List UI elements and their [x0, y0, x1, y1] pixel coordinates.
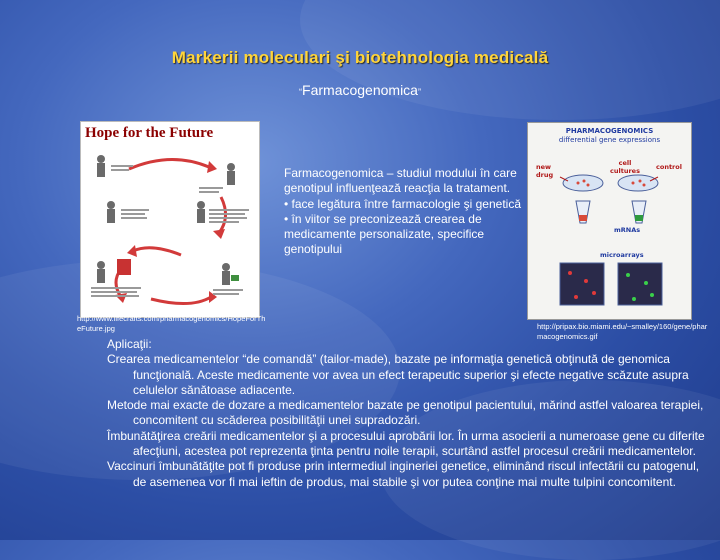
label-mrnas: mRNAs: [614, 226, 641, 234]
applications-heading: Aplicaţii:: [107, 337, 152, 351]
diagram-heading: PHARMACOGENOMICS: [565, 127, 654, 135]
application-dosing: Metode mai exacte de dozare a medicamentelor bazate pe genotipul pacientului, mărind astfel valoarea terapiei, concomitent cu scăderea posibilităţii unei supradozări.: [107, 398, 704, 428]
application-vaccines: Vaccinuri îmbunătăţite pot fi produse prin intermediul ingineriei genetice, eliminând riscul infectării cu patogenul, de asemenea vor fi mai ieftin de produs, mai stabile şi vor putea conţine mai multe tulpini concomitent.: [107, 459, 700, 489]
definition-block: [284, 166, 524, 258]
application-tailor-made: Crearea medicamentelor “de comandă” (tailor-made), bazate pe informaţia genetică obţinută de genomica funcţională. Aceste medicamente vor avea un efect terapeutic superior şi efecte negative scăzute asupra celulelor sănătoase adiacente.: [107, 352, 689, 397]
right-image-caption: http://pripax.bio.miami.edu/~smalley/160/gene/pharmacogenomics.gif: [537, 322, 708, 341]
label-new-drug: new drug: [536, 163, 554, 179]
image-heading: Hope for the Future: [85, 125, 214, 141]
left-image-caption: http://www.lifecrafts.com/pharmacogenomics/HopeForTheFuture.jpg: [77, 314, 266, 333]
slide-subtitle: “Farmacogenomica”: [299, 82, 421, 98]
applications-block: [107, 337, 713, 490]
label-control: control: [656, 163, 682, 171]
label-cell-cultures: cell cultures: [610, 159, 640, 175]
subtitle-text: Farmacogenomica: [302, 82, 418, 98]
slide-title: Markerii moleculari şi biotehnologia medicală: [171, 48, 549, 67]
bullet-personalized-medicine: • în viitor se preconizează crearea de medicamente personalizate, specifice genotipului: [284, 211, 485, 257]
hope-for-the-future-image: [80, 121, 260, 318]
differential-expression-illustration: [528, 123, 691, 319]
diagram-subheading: differential gene expressions: [558, 136, 661, 144]
bullet-pharmacology-genetics: • face legătura între farmacologie şi genetică: [284, 196, 521, 211]
label-microarrays: microarrays: [600, 251, 644, 259]
patient-cycle-diagram: [81, 147, 259, 317]
definition-text: Farmacogenomica – studiul modului în care genotipul influenţează reacţia la tratament.: [284, 166, 517, 196]
application-drug-approval: Îmbunătăţirea creării medicamentelor şi a procesului aprobării lor. În urma asocierii a numeroase gene cu diferite afecţiuni, acestea pot reprezenta ţinta pentru noile terapii, scurtând astfel procesul creării medicamentelor.: [107, 428, 705, 459]
pharmacogenomics-diagram: [527, 122, 692, 320]
